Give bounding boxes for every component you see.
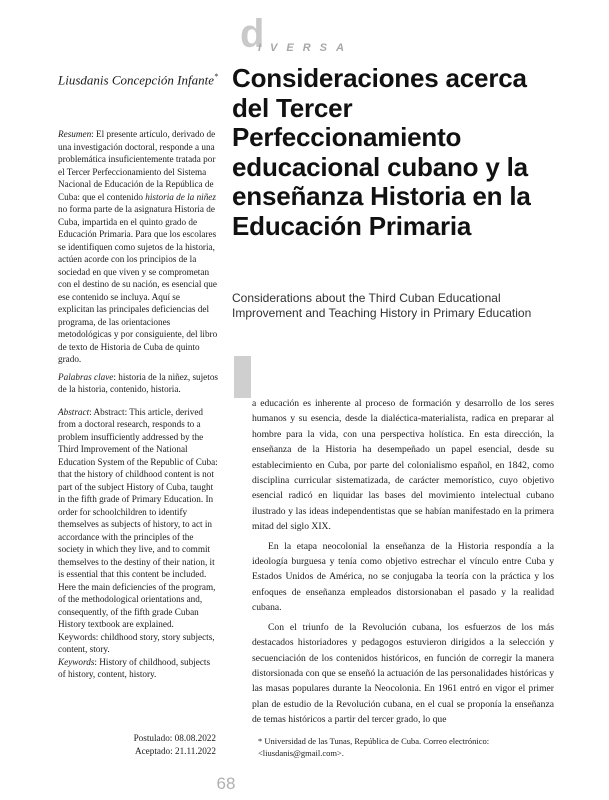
keywords-a: Keywords: childhood story, story subjects, content, story. bbox=[58, 631, 215, 654]
author-name-text: Liusdanis Concepción Infante bbox=[58, 72, 214, 88]
author-name bbox=[58, 68, 228, 88]
resumen-label: Resumen bbox=[58, 129, 92, 139]
keywords-b: : History of childhood, subjects of history, content, history. bbox=[58, 656, 211, 679]
section-name: IVERSA bbox=[258, 42, 353, 54]
author-footnote-marker: * bbox=[214, 72, 218, 81]
section-initial: d bbox=[240, 12, 265, 56]
article-subtitle: Considerations about the Third Cuban Educational Improvement and Teaching History in Primary Education bbox=[232, 291, 532, 320]
abstract-text: : Abstract: This article, derived from a doctoral research, responds to a problem insufficiently addressed by the Third Improvement of the National Education System of the Republic of Cuba: that the history of childhood content is not part of the subject History of Cuba, taught in the fifth grade of Primary Education. In order for schoolchildren to identify themselves as subjects of history, to act in accordance with the principles of the society in which they live, and to commit themselves to the destiny of their nation, it is essential that this content be included. Here the main deficiencies of the program, of the methodological orientations and, consequently, of the fifth grade Cuban History textbook are explained. bbox=[58, 406, 218, 629]
drop-cap-letter bbox=[234, 356, 251, 398]
resumen-text-b: no forma parte de la asignatura Historia de Cuba, impartida en el quinto grado de Educación Primaria. Para que los escolares se identifiquen como sujetos de la historia, actúen acorde con los principios de la sociedad en que viven y se comprometan con el destino de su nación, es esencial que ese contenido se incluya. Aquí se explicitan las principales deficiencias del programa, de las orientaciones metodológicas y por consiguiente, del libro de texto de Historia de Cuba de quinto grado. bbox=[58, 204, 218, 364]
article-title: Consideraciones acerca del Tercer Perfeccionamiento educacional cubano y la enseñanza Historia en la Educación Primaria bbox=[232, 63, 531, 241]
palabras-clave-label: Palabras clave bbox=[58, 371, 114, 382]
palabras-clave-paragraph bbox=[58, 371, 218, 396]
palabras-clave-text: : historia de la niñez, sujetos de la historia, contenido, historia. bbox=[58, 371, 218, 394]
resumen-text-a: : El presente artículo, derivado de una investigación doctoral, responde a una problemática insuficientemente tratada por el Tercer Perfeccionamiento del Sistema Nacional de Educación de la República de Cuba: que el contenido bbox=[58, 129, 216, 202]
article-body bbox=[252, 360, 554, 732]
article-dates bbox=[100, 732, 216, 758]
section-header bbox=[240, 12, 440, 56]
body-paragraph-3: Con el triunfo de la Revolución cubana, los esfuerzos de los más destacados historiadores y pedagogos estuvieron dirigidos a la selección y secuenciación de los contenidos históricos, en función de corregir la manera distorsionada con que se enseñó la actuación de las personalidades históricas y las masas populares durante la Neocolonia. En 1961 entró en vigor el primer plan de estudio de la Revolución cubana, en el cual se proponía la enseñanza de temas históricos a partir del tercer grado, lo que bbox=[252, 621, 554, 726]
body-paragraph-2: En la etapa neocolonial la enseñanza de la Historia respondía a la ideología burguesa y tenía como objetivo estrechar el vínculo entre Cuba y Estados Unidos de América, no se conjugaba la teoría con la práctica y los enfoques de enseñanza empleados distorsionaban el pasado y la realidad cubana. bbox=[252, 540, 554, 614]
accepted-date: Aceptado: 21.11.2022 bbox=[134, 746, 216, 756]
abstract-label: Abstract bbox=[58, 406, 90, 417]
posted-date: Postulado: 08.08.2022 bbox=[133, 733, 216, 743]
abstract-paragraph bbox=[58, 406, 218, 681]
page-number: 68 bbox=[216, 774, 236, 793]
body-paragraph-1: a educación es inherente al proceso de formación y desarrollo de los seres humanos y su esencia, desde la dialéctica-materialista, radica en preparar al hombre para la vida, con una perspectiva holística. En esta dirección, la enseñanza de la Historia ha desempeñado un papel esencial, desde su establecimiento en Cuba, por parte del colonialismo español, en 1842, como disciplina curricular sistematizada, de carácter memorístico, cuyo objetivo esencial radicó en liquidar las bases del movimiento intelectual cubano ilustrado y las ideas independentistas que se habían manifestado en la primera mitad del siglo XIX. bbox=[252, 398, 554, 533]
resumen-italic: historia de la niñez bbox=[145, 191, 216, 202]
keywords-label: Keywords bbox=[58, 656, 95, 667]
abstract-column bbox=[58, 128, 218, 686]
resumen-paragraph bbox=[58, 128, 218, 366]
footnote: * Universidad de las Tunas, República de Cuba. Correo electrónico: <liusdanis@gmail.com>. bbox=[258, 736, 490, 758]
